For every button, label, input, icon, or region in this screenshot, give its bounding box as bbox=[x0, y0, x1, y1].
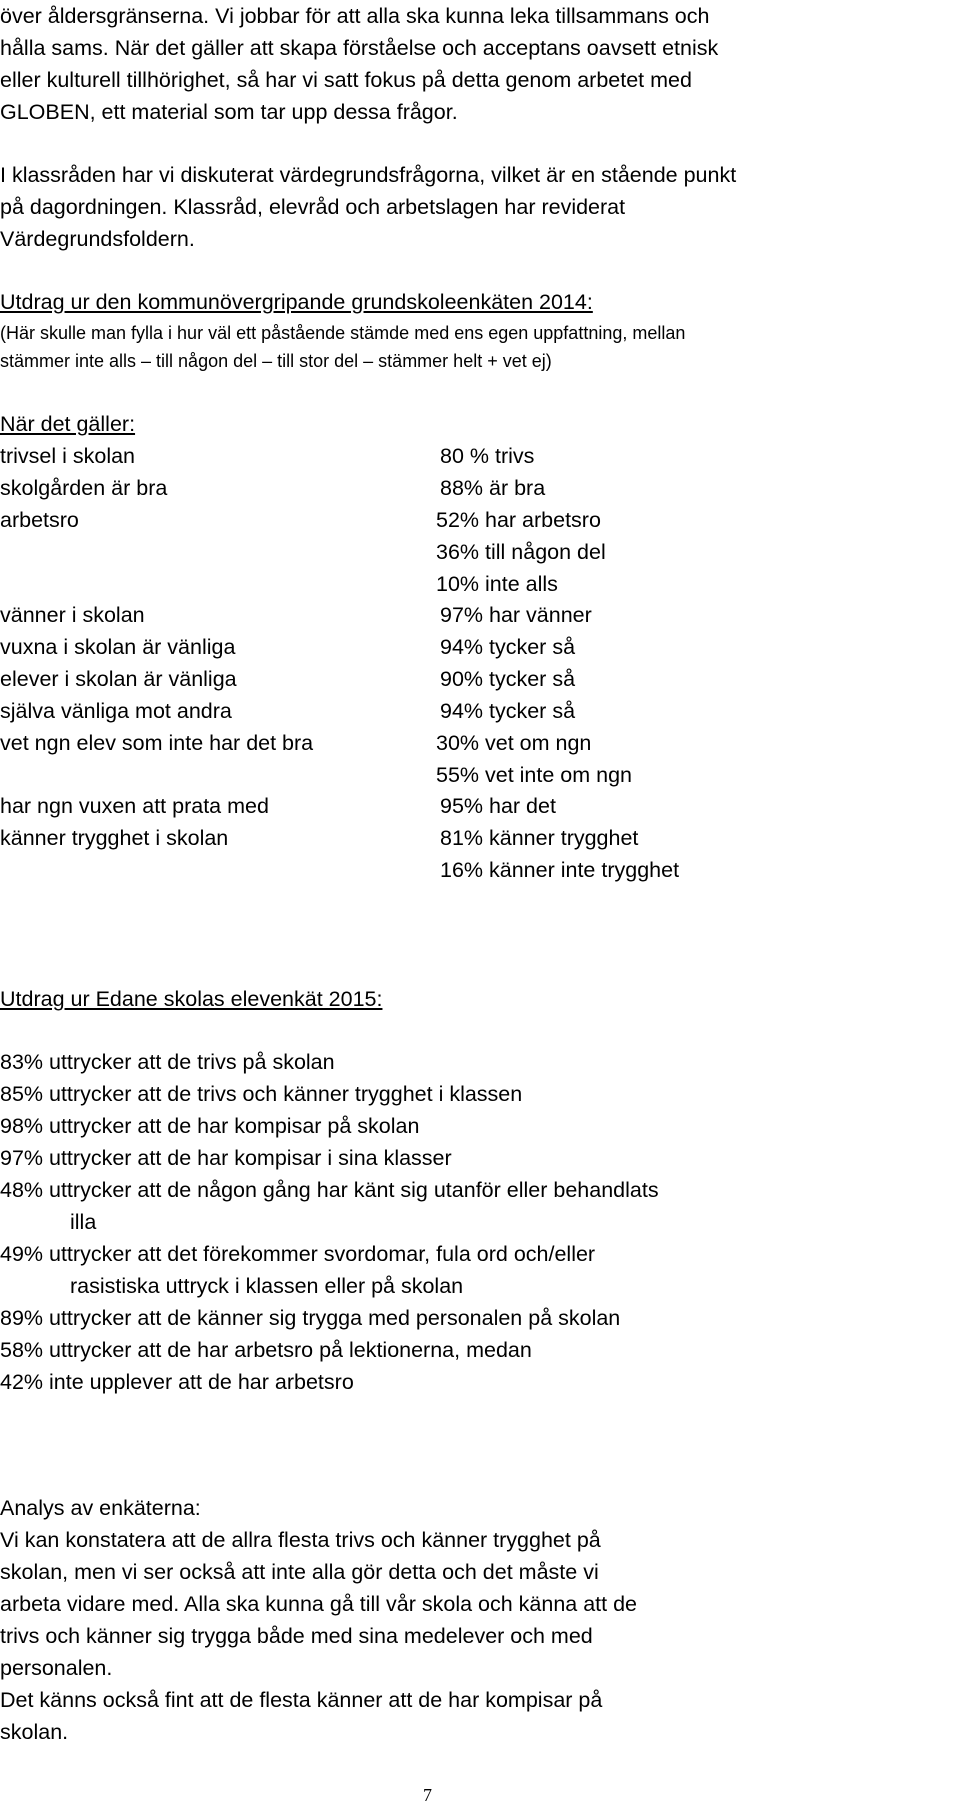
survey-2014-note: stämmer inte alls – till någon del – till stor del – stämmer helt + vet ej) bbox=[0, 351, 552, 371]
survey-row-label: har ngn vuxen att prata med bbox=[0, 794, 269, 818]
analysis-heading: Analys av enkäterna: bbox=[0, 1496, 201, 1520]
survey-row-value: 95% har det bbox=[440, 794, 556, 818]
text-line: över åldersgränserna. Vi jobbar för att alla ska kunna leka tillsammans och bbox=[0, 4, 710, 28]
analysis-line: trivs och känner sig trygga både med sina medelever och med bbox=[0, 1624, 593, 1648]
analysis-line: Det känns också fint att de flesta känner att de har kompisar på bbox=[0, 1688, 603, 1712]
survey-row-value: 97% har vänner bbox=[440, 603, 592, 627]
survey-2015-line: rasistiska uttryck i klassen eller på skolan bbox=[70, 1274, 464, 1298]
survey-row-value: 81% känner trygghet bbox=[440, 826, 639, 850]
survey-row-value: 80 % trivs bbox=[440, 444, 535, 468]
survey-row-value: 36% till någon del bbox=[436, 540, 606, 564]
survey-row-value: 88% är bra bbox=[440, 476, 546, 500]
survey-row-label: vänner i skolan bbox=[0, 603, 145, 627]
survey-row-label: trivsel i skolan bbox=[0, 444, 136, 468]
analysis-line: skolan, men vi ser också att inte alla gör detta och det måste vi bbox=[0, 1560, 599, 1584]
survey-2015-line: 58% uttrycker att de har arbetsro på lektionerna, medan bbox=[0, 1338, 532, 1362]
text-line: hålla sams. När det gäller att skapa förståelse och acceptans oavsett etnisk bbox=[0, 36, 719, 60]
page-number: 7 bbox=[423, 1785, 432, 1805]
survey-row-label: arbetsro bbox=[0, 508, 79, 532]
survey-row-value: 94% tycker så bbox=[440, 699, 576, 723]
survey-2015-heading: Utdrag ur Edane skolas elevenkät 2015: bbox=[0, 987, 383, 1011]
survey-2015-line: 83% uttrycker att de trivs på skolan bbox=[0, 1050, 335, 1074]
survey-row-value: 10% inte alls bbox=[436, 572, 558, 596]
survey-row-label: vuxna i skolan är vänliga bbox=[0, 635, 236, 659]
text-line: Värdegrundsfoldern. bbox=[0, 227, 195, 251]
survey-row-label: själva vänliga mot andra bbox=[0, 699, 232, 723]
analysis-line: skolan. bbox=[0, 1720, 69, 1744]
survey-row-value: 30% vet om ngn bbox=[436, 731, 592, 755]
text-line: eller kulturell tillhörighet, så har vi satt fokus på detta genom arbetet med bbox=[0, 68, 692, 92]
survey-row-value: 94% tycker så bbox=[440, 635, 576, 659]
survey-row-label: vet ngn elev som inte har det bra bbox=[0, 731, 314, 755]
analysis-line: Vi kan konstatera att de allra flesta trivs och känner trygghet på bbox=[0, 1528, 601, 1552]
text-line: I klassråden har vi diskuterat värdegrundsfrågorna, vilket är en stående punkt bbox=[0, 163, 737, 187]
survey-2015-line: 97% uttrycker att de har kompisar i sina klasser bbox=[0, 1146, 452, 1170]
survey-row-label: känner trygghet i skolan bbox=[0, 826, 229, 850]
survey-row-label: elever i skolan är vänliga bbox=[0, 667, 237, 691]
survey-row-value: 55% vet inte om ngn bbox=[436, 763, 633, 787]
survey-2015-line: 89% uttrycker att de känner sig trygga med personalen på skolan bbox=[0, 1306, 621, 1330]
analysis-line: personalen. bbox=[0, 1656, 113, 1680]
survey-2014-note: (Här skulle man fylla i hur väl ett påstående stämde med ens egen uppfattning, mellan bbox=[0, 323, 686, 343]
survey-row-value: 52% har arbetsro bbox=[436, 508, 601, 532]
survey-2015-line: 42% inte upplever att de har arbetsro bbox=[0, 1370, 354, 1394]
text-line: GLOBEN, ett material som tar upp dessa frågor. bbox=[0, 100, 458, 124]
analysis-line: arbeta vidare med. Alla ska kunna gå till vår skola och känna att de bbox=[0, 1592, 638, 1616]
survey-2014-heading: Utdrag ur den kommunövergripande grundskoleenkäten 2014: bbox=[0, 290, 593, 314]
survey-2015-line: 85% uttrycker att de trivs och känner trygghet i klassen bbox=[0, 1082, 523, 1106]
survey-row-value: 16% känner inte trygghet bbox=[440, 858, 680, 882]
survey-row-label: skolgården är bra bbox=[0, 476, 168, 500]
survey-2014-subheading: När det gäller: bbox=[0, 412, 136, 436]
survey-2015-line: 48% uttrycker att de någon gång har känt sig utanför eller behandlats bbox=[0, 1178, 659, 1202]
survey-2015-line: 98% uttrycker att de har kompisar på skolan bbox=[0, 1114, 420, 1138]
survey-row-value: 90% tycker så bbox=[440, 667, 576, 691]
survey-2015-line: 49% uttrycker att det förekommer svordomar, fula ord och/eller bbox=[0, 1242, 596, 1266]
text-line: på dagordningen. Klassråd, elevråd och arbetslagen har reviderat bbox=[0, 195, 626, 219]
survey-2015-line: illa bbox=[70, 1210, 97, 1234]
